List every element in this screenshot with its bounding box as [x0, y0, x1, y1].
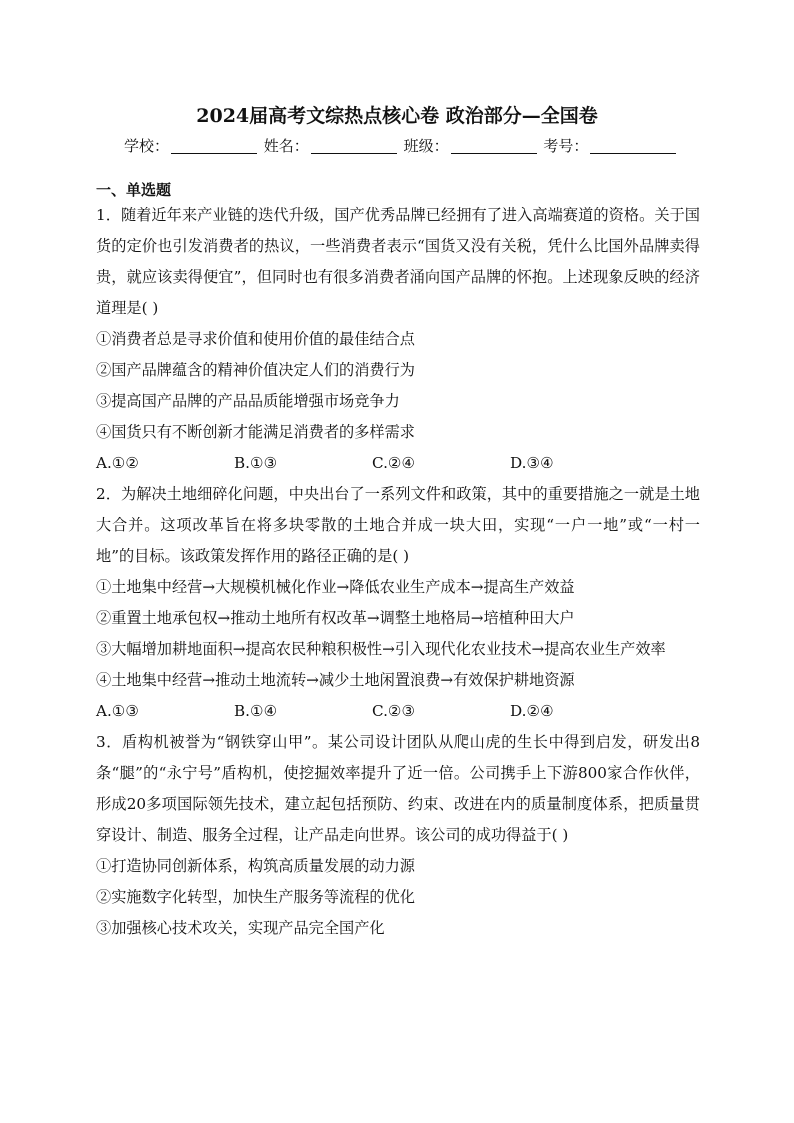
exam-no-label: 考号：: [543, 137, 589, 155]
choice-b[interactable]: B.①④: [234, 702, 278, 720]
document-title: 2024届高考文综热点核心卷 政治部分—全国卷: [196, 105, 598, 127]
answer-choices: [96, 448, 700, 479]
statement: ①消费者总是寻求价值和使用价值的最佳结合点: [96, 330, 415, 348]
choice-c[interactable]: C.②④: [372, 454, 416, 472]
statement: ①打造协同创新体系，构筑高质量发展的动力源: [96, 857, 415, 875]
name-blank[interactable]: [311, 153, 397, 154]
choice-a[interactable]: A.①③: [96, 702, 140, 720]
question-1: [96, 200, 700, 479]
choice-c[interactable]: C.②③: [372, 702, 416, 720]
statement: ④国货只有不断创新才能满足消费者的多样需求: [96, 423, 415, 441]
statement: ②重置土地承包权→推动土地所有权改革→调整土地格局→培植种田大户: [96, 609, 575, 627]
choice-d[interactable]: D.②④: [510, 702, 554, 720]
statement: ②实施数字化转型，加快生产服务等流程的优化: [96, 888, 415, 906]
section-heading: 一、单选题: [96, 181, 172, 199]
exam-no-blank[interactable]: [590, 153, 676, 154]
question-3: [96, 727, 700, 944]
choice-b[interactable]: B.①③: [234, 454, 278, 472]
question-stem: 1．随着近年来产业链的迭代升级，国产优秀品牌已经拥有了进入高端赛道的资格。关于国货的定价也引发消费者的热议，一些消费者表示“国货又没有关税，凭什么比国外品牌卖得贵，就应该卖得便宜”，但同时也有很多消费者涌向国产品牌的怀抱。上述现象反映的经济道理是( ): [96, 206, 700, 317]
statement: ③提高国产品牌的产品品质能增强市场竞争力: [96, 392, 400, 410]
school-blank[interactable]: [171, 153, 257, 154]
statement: ④土地集中经营→推动土地流转→减少土地闲置浪费→有效保护耕地资源: [96, 671, 575, 689]
statement: ②国产品牌蕴含的精神价值决定人们的消费行为: [96, 361, 415, 379]
question-2: [96, 479, 700, 727]
class-blank[interactable]: [451, 153, 537, 154]
statement: ③加强核心技术攻关，实现产品完全国产化: [96, 919, 385, 937]
choice-a[interactable]: A.①②: [96, 454, 140, 472]
student-info-row: [124, 136, 684, 156]
answer-choices: [96, 696, 700, 727]
question-stem: 3．盾构机被誉为“钢铁穿山甲”。某公司设计团队从爬山虎的生长中得到启发，研发出8条“腿”的“永宁号”盾构机，使挖掘效率提升了近一倍。公司携手上下游800家合作伙伴，形成20多项国际领先技术，建立起包括预防、约束、改进在内的质量制度体系，把质量贯穿设计、制造、服务全过程，让产品走向世界。该公司的成功得益于( ): [96, 733, 700, 844]
choice-d[interactable]: D.③④: [510, 454, 554, 472]
question-stem: 2．为解决土地细碎化问题，中央出台了一系列文件和政策，其中的重要措施之一就是土地大合并。这项改革旨在将多块零散的土地合并成一块大田，实现“一户一地”或“一村一地”的目标。该政策发挥作用的路径正确的是( ): [96, 485, 700, 565]
class-label: 班级：: [403, 137, 449, 155]
statement: ①土地集中经营→大规模机械化作业→降低农业生产成本→提高生产效益: [96, 578, 575, 596]
school-label: 学校：: [124, 137, 170, 155]
questions-area: [96, 200, 700, 944]
statement: ③大幅增加耕地面积→提高农民种粮积极性→引入现代化农业技术→提高农业生产效率: [96, 640, 666, 658]
name-label: 姓名：: [263, 137, 309, 155]
